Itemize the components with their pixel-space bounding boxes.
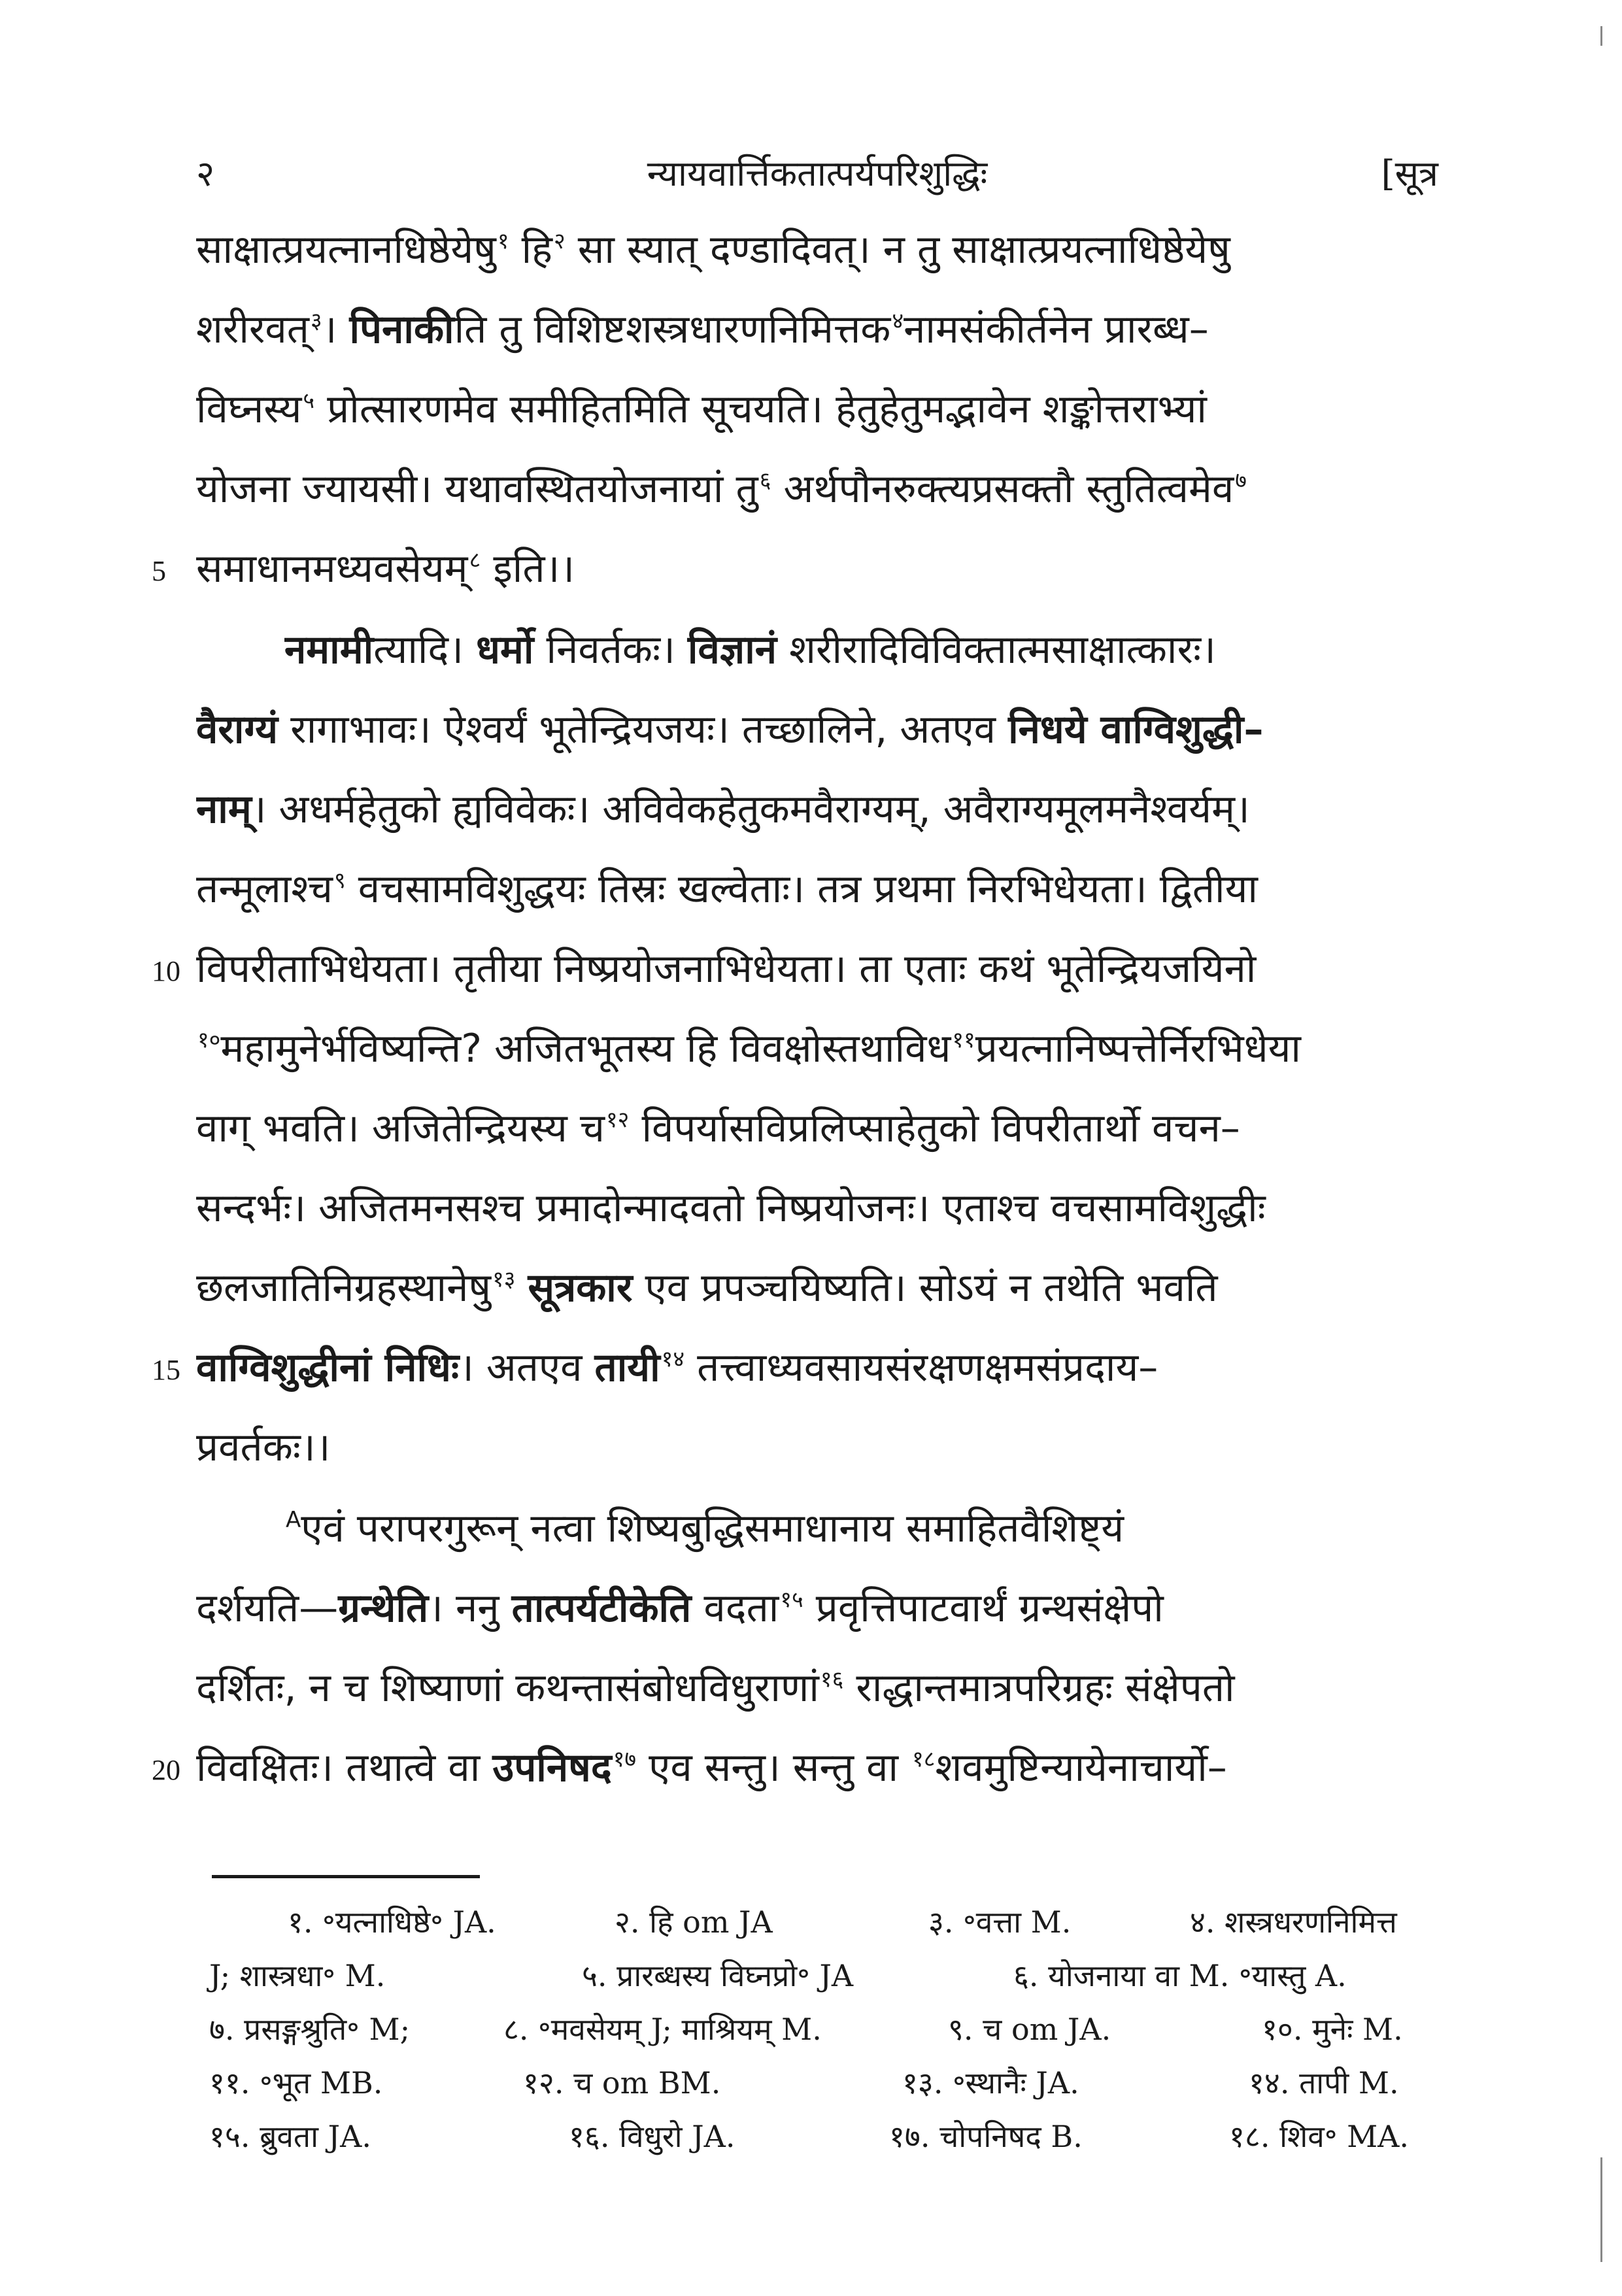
footnote: ३. ॰वत्ता M.	[928, 1904, 1072, 1940]
footnote-ref: ५	[303, 388, 315, 414]
text-line	[196, 1577, 1438, 1640]
text-run: विवक्षितः। तथात्वे वा	[196, 1745, 493, 1791]
text-run: सन्दर्भः। अजितमनसश्च प्रमादोन्मादवतो निष्प्रयोजनः। एताश्च वचसामविशुद्धीः	[196, 1185, 1266, 1231]
text-line	[196, 378, 1438, 441]
footnote-ref: ६	[759, 467, 771, 494]
footnote-ref: १३	[492, 1266, 516, 1292]
text-run: योजना ज्यायसी। यथावस्थितयोजनायां तु	[196, 466, 758, 512]
footnote-ref: १६	[820, 1666, 844, 1693]
footnote-ref: A	[286, 1507, 301, 1533]
text-run: । ननु	[428, 1585, 512, 1631]
text-run: । अधर्महेतुको ह्यविवेकः। अविवेकहेतुकमवैराग्यम्, अवैराग्यमूलमनैश्वर्यम्।	[251, 786, 1250, 832]
text-run: ति तु विशिष्टशस्त्रधारणनिमित्तक	[454, 307, 891, 352]
text-run: तन्मूलाश्च	[196, 866, 333, 912]
text-run: तत्त्वाध्यवसायसंरक्षणक्षमसंप्रदाय–	[684, 1345, 1158, 1391]
text-line	[196, 218, 1438, 281]
footnote-rule	[212, 1875, 480, 1878]
text-run: समाधानमध्यवसेयम्	[196, 546, 468, 592]
text-run: वचसामविशुद्धयः तिस्रः खल्वेताः। तत्र प्रथमा निरभिधेयता। द्वितीया	[345, 866, 1258, 912]
text-run: निवर्तकः।	[533, 627, 688, 673]
footnote: १८. शिव॰ MA.	[1229, 2119, 1410, 2154]
text-run: विघ्नस्य	[196, 386, 302, 432]
footnote-row	[209, 2003, 1438, 2055]
footnote: २. हि om JA	[615, 1904, 773, 1940]
text-run: शरीरादिविविक्तात्मसाक्षात्कारः।	[777, 627, 1216, 673]
bold-term: उपनिषद	[492, 1745, 612, 1791]
footnote: ५. प्रारब्धस्य विघ्नप्रो॰ JA	[582, 1958, 854, 1993]
bold-term: निधये वाग्विशुद्धी–	[1008, 707, 1264, 752]
text-run: एव सन्तु। सन्तु वा	[636, 1745, 911, 1791]
footnote-row	[209, 1896, 1438, 1948]
text-run: दर्शितः, न च शिष्याणां कथन्तासंबोधविधुराणां	[196, 1665, 819, 1711]
bold-term: तायी	[594, 1345, 660, 1391]
text-run: शरीरवत्	[196, 307, 309, 352]
text-run: नामसंकीर्तनेन प्रारब्ध–	[904, 307, 1209, 352]
line-number: 15	[152, 1354, 180, 1386]
text-line	[284, 1497, 1438, 1560]
bold-term: धर्मो	[476, 627, 534, 673]
text-line	[196, 458, 1438, 520]
text-run: एव प्रपञ्चयिष्यति। सोऽयं न तथेति भवति	[632, 1265, 1218, 1311]
footnote: ६. योजनाया वा M. ॰यास्तु A.	[1013, 1958, 1347, 1993]
page-number: २	[196, 153, 215, 194]
text-line	[196, 1336, 1438, 1399]
text-line	[196, 698, 1438, 761]
footnote-ref: १८	[912, 1746, 936, 1772]
running-title: न्यायवार्त्तिकतात्पर्यपरिशुद्धिः	[647, 153, 988, 194]
bold-term: विज्ञानं	[687, 627, 777, 673]
footnote-ref: ४	[892, 308, 904, 334]
page-header	[196, 148, 1438, 207]
text-run: ।	[322, 307, 350, 352]
text-run: छलजातिनिग्रहस्थानेषु	[196, 1265, 492, 1311]
scan-edge-mark	[1600, 2157, 1602, 2262]
text-line	[284, 618, 1438, 681]
text-line	[196, 1736, 1438, 1799]
footnote-ref: १४	[661, 1346, 685, 1372]
footnote: J; शास्त्रधा॰ M.	[209, 1958, 386, 1993]
text-run: दर्शयति—	[196, 1585, 339, 1631]
text-run: हि	[509, 227, 552, 273]
text-run: अर्थपौनरुक्त्यप्रसक्तौ स्तुतित्वमेव	[771, 466, 1234, 512]
footnote: ८. ॰मवसेयम् J; माश्रियम् M.	[503, 2012, 822, 2047]
text-run: वदता	[691, 1585, 779, 1631]
footnote: १७. चोपनिषद B.	[889, 2119, 1083, 2154]
text-run: विपर्यासविप्रलिप्साहेतुको विपरीतार्थो वचन–	[629, 1106, 1240, 1151]
text-line	[196, 1657, 1438, 1719]
line-number: 20	[152, 1754, 180, 1786]
footnote: ४. शस्त्रधरणनिमित्त	[1190, 1904, 1397, 1940]
bold-term: वैराग्यं	[196, 707, 279, 752]
text-line	[196, 1017, 1438, 1080]
line-number: 5	[152, 555, 166, 587]
footnote-ref: १७	[613, 1746, 637, 1772]
footnote-ref: १०	[197, 1027, 221, 1053]
text-line	[196, 298, 1438, 361]
footnote-ref: ३	[310, 308, 322, 334]
footnote: १२. च om BM.	[523, 2065, 721, 2101]
footnote-ref: १	[497, 228, 509, 254]
text-run: साक्षात्प्रयत्नानधिष्ठेयेषु	[196, 227, 496, 273]
text-line	[196, 537, 575, 600]
footnote-ref: ८	[469, 547, 481, 573]
text-line	[196, 858, 1438, 920]
footnote: १३. ॰स्थानैः JA.	[902, 2065, 1079, 2101]
footnote: ११. ॰भूत MB.	[209, 2065, 383, 2101]
text-run: शवमुष्टिन्यायेनाचार्यो–	[935, 1745, 1227, 1791]
text-run: प्रवृत्तिपाटवार्थं ग्रन्थसंक्षेपो	[803, 1585, 1164, 1631]
footnote-ref: ७	[1235, 467, 1247, 494]
footnote: १६. विधुरो JA.	[569, 2119, 735, 2154]
section-marker: [सूत्र	[1381, 153, 1438, 194]
text-line	[196, 1177, 1438, 1240]
text-line	[196, 1416, 330, 1479]
bold-term: तात्पर्यटीकेति	[511, 1585, 692, 1631]
footnote: १५. ब्रुवता JA.	[209, 2119, 371, 2154]
text-line	[196, 778, 1438, 841]
footnote-row	[209, 2110, 1438, 2163]
text-run: प्रवर्तकः।।	[196, 1425, 331, 1470]
bold-term: सूत्रकार	[528, 1265, 633, 1311]
text-run: वाग् भवति। अजितेन्द्रियस्य च	[196, 1106, 605, 1151]
bold-term: पिनाकी	[349, 307, 454, 352]
text-run: विपरीताभिधेयता। तृतीया निष्प्रयोजनाभिधेयता। ता एताः कथं भूतेन्द्रियजयिनो	[196, 946, 1257, 992]
footnote-ref: ९	[333, 868, 346, 894]
footnote-row	[209, 2057, 1438, 2109]
text-line	[196, 937, 1438, 1000]
text-run: प्रयत्नानिष्पत्तेर्निरभिधेया	[975, 1026, 1301, 1072]
text-run	[515, 1265, 528, 1311]
text-run: सा स्यात् दण्डादिवत्। न तु साक्षात्प्रयत्नाधिष्ठेयेषु	[565, 227, 1230, 273]
bold-term: ग्रन्थेति	[338, 1585, 429, 1631]
footnote-ref: ११	[952, 1027, 975, 1053]
line-number: 10	[152, 955, 180, 987]
text-run: राद्धान्तमात्रपरिग्रहः संक्षेपतो	[843, 1665, 1235, 1711]
footnote-ref: १५	[780, 1587, 803, 1613]
text-run: । अतएव	[459, 1345, 595, 1391]
footnote-ref: २	[554, 228, 566, 254]
bold-term: वाग्विशुद्धीनां निधिः	[196, 1345, 460, 1391]
scan-edge-mark	[1600, 26, 1602, 46]
bold-term: नमामी	[284, 627, 374, 673]
text-run: प्रोत्सारणमेव समीहितमिति सूचयति। हेतुहेतुमद्भावेन शङ्कोत्तराभ्यां	[314, 386, 1207, 432]
footnote: ९. च om JA.	[948, 2012, 1111, 2047]
text-run: त्यादि।	[373, 627, 477, 673]
footnote: १०. मुनेः M.	[1262, 2012, 1403, 2047]
text-run: इति।।	[481, 546, 575, 592]
text-run: एवं परापरगुरून् नत्वा शिष्यबुद्धिसमाधानाय समाहितवैशिष्ट्यं	[301, 1506, 1124, 1551]
text-line	[196, 1257, 1438, 1319]
text-run: महामुनेर्भविष्यन्ति? अजितभूतस्य हि विवक्षोस्तथाविध	[220, 1026, 951, 1072]
footnote: ७. प्रसङ्गश्रुति॰ M;	[209, 2012, 411, 2047]
text-run: रागाभावः। ऐश्वर्यं भूतेन्द्रियजयः। तच्छालिने, अतएव	[278, 707, 1009, 752]
text-line	[196, 1097, 1438, 1160]
footnote-row	[209, 1950, 1438, 2002]
footnote-ref: १२	[606, 1107, 630, 1133]
bold-term: नाम्	[196, 786, 252, 832]
footnote: १४. तापी M.	[1249, 2065, 1399, 2101]
footnote: १. ॰यत्नाधिष्ठे॰ JA.	[288, 1904, 496, 1940]
